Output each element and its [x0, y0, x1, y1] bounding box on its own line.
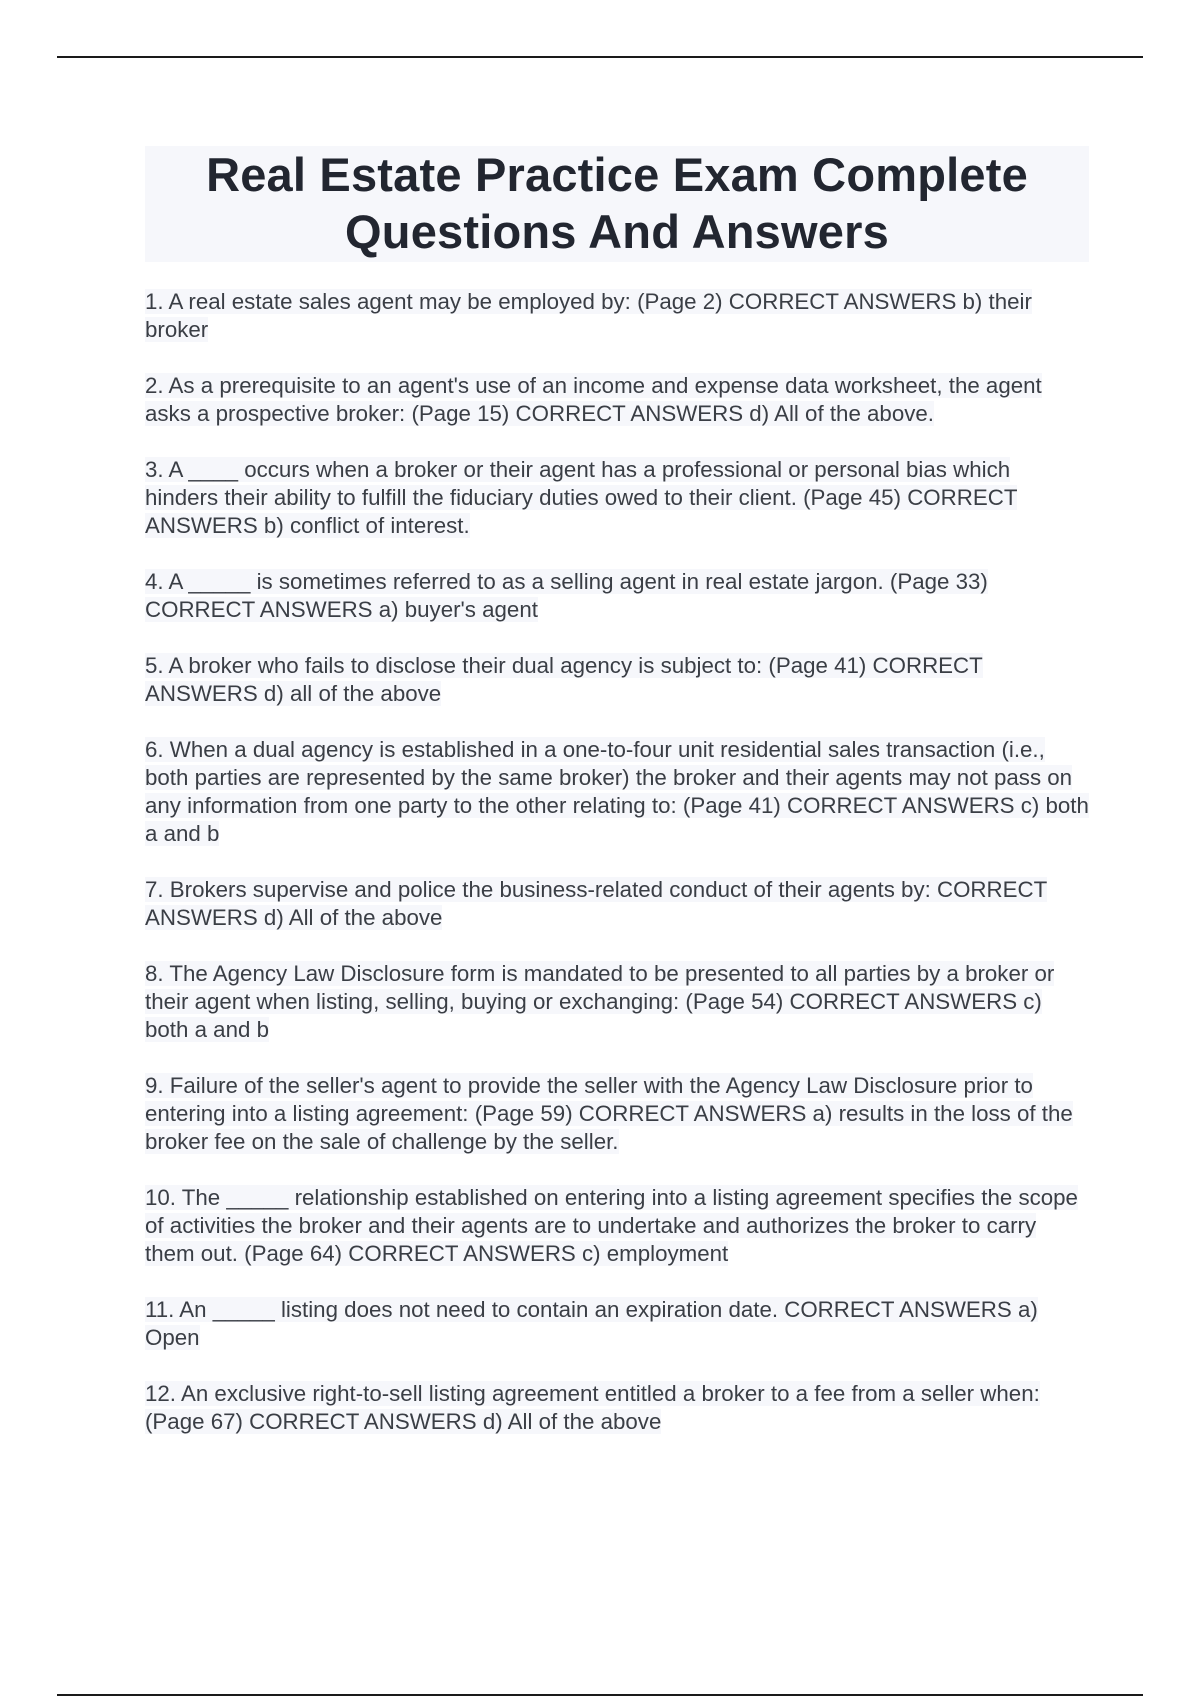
question-text: 12. An exclusive right-to-sell listing agreement entitled a broker to a fee from a seller when: (Page 67) CORRECT ANSWERS d) All of the above — [145, 1381, 1040, 1434]
question-item — [145, 652, 1089, 708]
question-item — [145, 1380, 1089, 1436]
question-text: 1. A real estate sales agent may be employed by: (Page 2) CORRECT ANSWERS b) their broker — [145, 289, 1032, 342]
bottom-rule — [57, 1694, 1143, 1696]
question-item — [145, 1296, 1089, 1352]
question-item — [145, 288, 1089, 344]
question-text: 11. An _____ listing does not need to contain an expiration date. CORRECT ANSWERS a) Open — [145, 1297, 1038, 1350]
question-text: 3. A ____ occurs when a broker or their agent has a professional or personal bias which hinders their ability to fulfill the fiduciary duties owed to their client. (Page 45) CORRECT ANSWERS b) conflict of interest. — [145, 457, 1018, 538]
question-text: 2. As a prerequisite to an agent's use of an income and expense data worksheet, the agent asks a prospective broker: (Page 15) CORRECT ANSWERS d) All of the above. — [145, 373, 1042, 426]
question-text: 8. The Agency Law Disclosure form is mandated to be presented to all parties by a broker or their agent when listing, selling, buying or exchanging: (Page 54) CORRECT ANSWERS c) both a and b — [145, 961, 1055, 1042]
top-rule — [57, 56, 1143, 58]
question-item — [145, 960, 1089, 1044]
question-item — [145, 456, 1089, 540]
document-body — [145, 146, 1089, 1464]
question-text: 5. A broker who fails to disclose their dual agency is subject to: (Page 41) CORRECT ANSWERS d) all of the above — [145, 653, 983, 706]
question-item — [145, 736, 1089, 848]
question-item — [145, 372, 1089, 428]
question-item — [145, 876, 1089, 932]
question-item — [145, 568, 1089, 624]
document-title: Real Estate Practice Exam Complete Questions And Answers — [206, 148, 1028, 258]
question-text: 4. A _____ is sometimes referred to as a selling agent in real estate jargon. (Page 33) CORRECT ANSWERS a) buyer's agent — [145, 569, 988, 622]
question-list — [145, 288, 1089, 1436]
question-text: 9. Failure of the seller's agent to provide the seller with the Agency Law Disclosure prior to entering into a listing agreement: (Page 59) CORRECT ANSWERS a) results in the loss of the broker fee on the sale of challenge by the seller. — [145, 1073, 1073, 1154]
title-block — [145, 146, 1089, 262]
question-item — [145, 1072, 1089, 1156]
question-text: 6. When a dual agency is established in a one-to-four unit residential sales transaction (i.e., both parties are represented by the same broker) the broker and their agents may not pass on any information from one party to the other relating to: (Page 41) CORRECT ANSWERS c) both a and b — [145, 737, 1089, 846]
question-text: 10. The _____ relationship established on entering into a listing agreement specifies the scope of activities the broker and their agents are to undertake and authorizes the broker to carry them out. (Page 64) CORRECT ANSWERS c) employment — [145, 1185, 1078, 1266]
question-text: 7. Brokers supervise and police the business-related conduct of their agents by: CORRECT ANSWERS d) All of the above — [145, 877, 1048, 930]
question-item — [145, 1184, 1089, 1268]
